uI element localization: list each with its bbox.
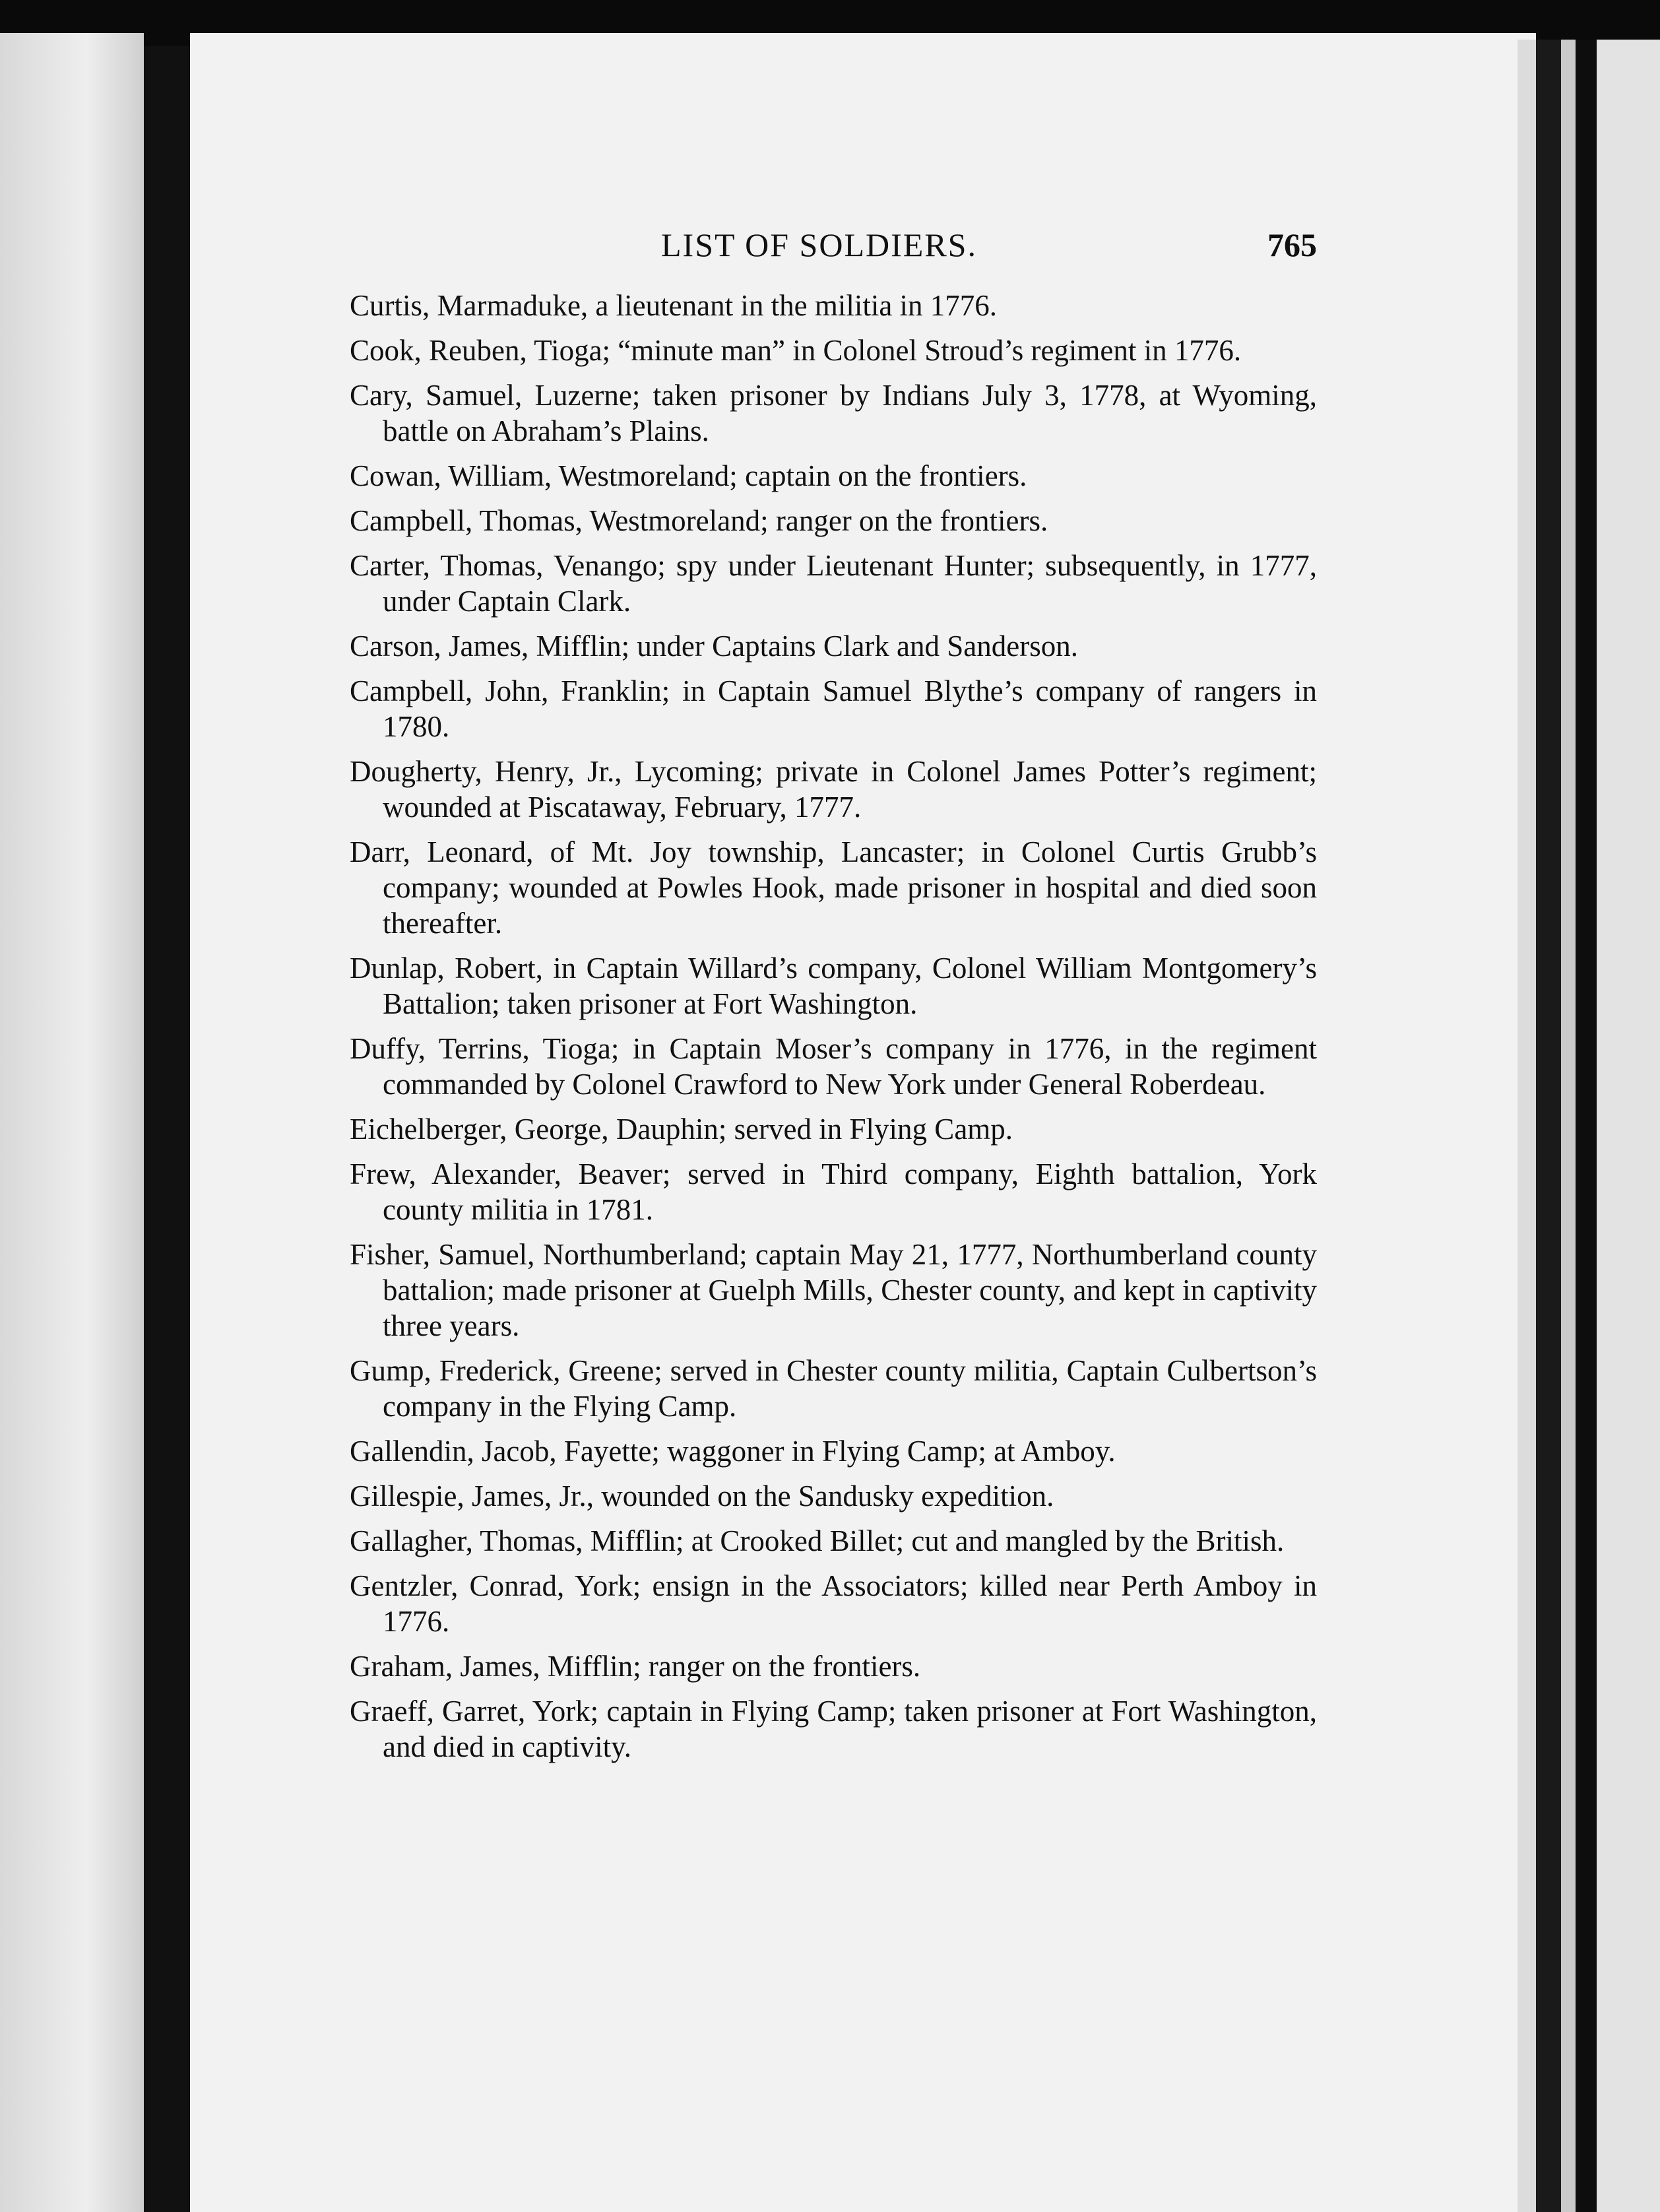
page-fold-shadow xyxy=(1576,40,1597,2212)
soldier-entry: Carson, James, Mifflin; under Captains Clark and Sanderson. xyxy=(350,630,1078,663)
soldier-entry: Gallendin, Jacob, Fayette; waggoner in Flying Camp; at Amboy. xyxy=(350,1435,1116,1468)
soldier-entry: Gentzler, Conrad, York; ensign in the Associators; killed near Perth Amboy in 1776. xyxy=(350,1569,1317,1638)
soldier-entry: Dougherty, Henry, Jr., Lycoming; private in Colonel James Potter’s regiment; wounded at Piscataway, February, 1777. xyxy=(350,755,1317,824)
book-gutter xyxy=(144,46,190,2212)
soldier-entry: Gallagher, Thomas, Mifflin; at Crooked Billet; cut and mangled by the British. xyxy=(350,1524,1285,1557)
soldier-entry: Cook, Reuben, Tioga; “minute man” in Colonel Stroud’s regiment in 1776. xyxy=(350,334,1242,367)
soldier-entry: Campbell, Thomas, Westmoreland; ranger on the frontiers. xyxy=(350,504,1048,537)
running-header xyxy=(350,226,1317,272)
soldier-entry: Carter, Thomas, Venango; spy under Lieutenant Hunter; subsequently, in 1777, under Captain Clark. xyxy=(350,549,1317,618)
soldier-entry: Gump, Frederick, Greene; served in Chester county militia, Captain Culbertson’s company in the Flying Camp. xyxy=(350,1354,1317,1423)
soldier-entry: Cary, Samuel, Luzerne; taken prisoner by Indians July 3, 1778, at Wyoming, battle on Abraham’s Plains. xyxy=(350,379,1317,447)
soldier-entry: Fisher, Samuel, Northumberland; captain May 21, 1777, Northumberland county battalion; made prisoner at Guelph Mills, Chester county, and kept in captivity three years. xyxy=(350,1238,1317,1342)
page-number: 765 xyxy=(1267,226,1317,263)
next-page-edge xyxy=(1597,40,1660,2212)
soldier-entry: Eichelberger, George, Dauphin; served in Flying Camp. xyxy=(350,1113,1013,1146)
soldier-entry: Cowan, William, Westmoreland; captain on the frontiers. xyxy=(350,459,1027,492)
soldier-entry: Gillespie, James, Jr., wounded on the Sandusky expedition. xyxy=(350,1480,1054,1513)
soldier-entry: Dunlap, Robert, in Captain Willard’s company, Colonel William Montgomery’s Battalion; taken prisoner at Fort Washington. xyxy=(350,952,1317,1020)
soldier-entry: Darr, Leonard, of Mt. Joy township, Lancaster; in Colonel Curtis Grubb’s company; wounded at Powles Hook, made prisoner in hospital and died soon thereafter. xyxy=(350,835,1317,940)
soldier-entry: Frew, Alexander, Beaver; served in Third company, Eighth battalion, York county militia in 1781. xyxy=(350,1157,1317,1226)
page-fold-edge xyxy=(1517,40,1536,2212)
soldier-list xyxy=(350,288,1317,1774)
page-fold-shadow xyxy=(1536,40,1561,2212)
page-fold-edge xyxy=(1561,40,1576,2212)
soldier-entry: Campbell, John, Franklin; in Captain Samuel Blythe’s company of rangers in 1780. xyxy=(350,674,1317,743)
running-title: LIST OF SOLDIERS. xyxy=(661,226,977,263)
soldier-entry: Duffy, Terrins, Tioga; in Captain Moser’s company in 1776, in the regiment commanded by Colonel Crawford to New York under General Roberdeau. xyxy=(350,1032,1317,1101)
soldier-entry: Graham, James, Mifflin; ranger on the frontiers. xyxy=(350,1650,921,1683)
soldier-entry: Curtis, Marmaduke, a lieutenant in the militia in 1776. xyxy=(350,289,998,322)
left-page-edge xyxy=(0,33,144,2212)
soldier-entry: Graeff, Garret, York; captain in Flying Camp; taken prisoner at Fort Washington, and died in captivity. xyxy=(350,1695,1317,1763)
